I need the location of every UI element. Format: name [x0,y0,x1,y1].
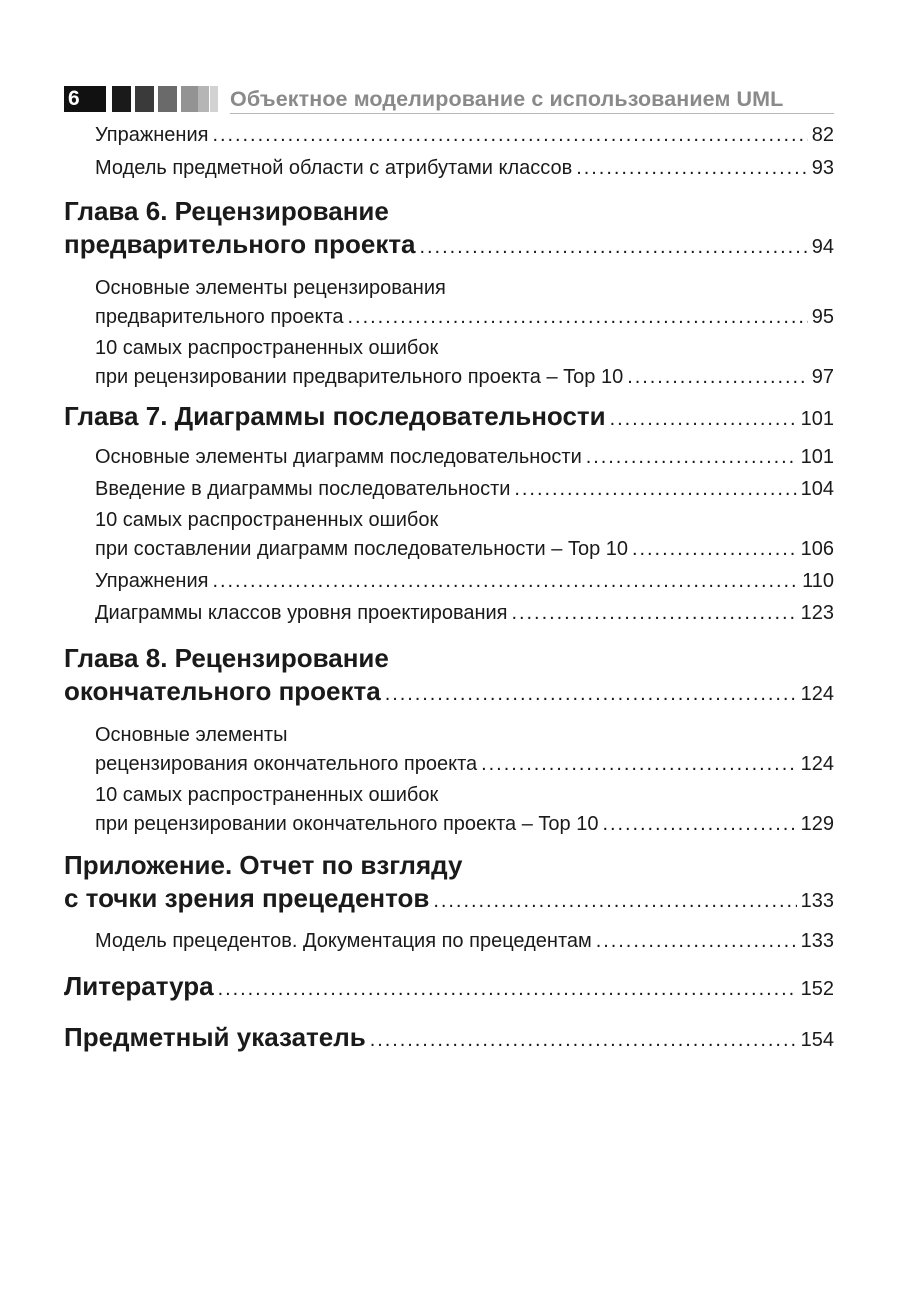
chapter-heading: Глава 7. Диаграммы последовательности . . . 101 [64,400,834,436]
header-bar-6 [210,86,218,112]
page-ref: 82 [811,124,834,146]
toc-entry: Основные элементы рецензирования предварительного проекта . . . 95 [64,274,834,332]
page-ref: 133 [800,890,834,912]
toc-entry: Модель предметной области с атрибутами классов . . . 93 [64,153,834,183]
header-bar-1 [112,86,131,112]
page-ref: 101 [800,408,834,430]
page-ref: 106 [800,538,834,560]
index-heading: Предметный указатель . . . 154 [64,1021,834,1057]
page-number: 6 [64,86,106,112]
toc-entry: Основные элементы диаграмм последовательности . . . 101 [64,442,834,472]
toc-entry: Модель прецедентов. Документация по прецедентам . . . 133 [64,926,834,956]
page-ref: 123 [800,602,834,624]
toc-entry: 10 самых распространенных ошибок при рецензировании предварительного проекта – Top 10 . . . 97 [64,334,834,392]
page-ref: 101 [800,446,834,468]
page-ref: 110 [802,570,834,592]
header-bar-5 [198,86,209,112]
running-title: Объектное моделирование с использованием UML [230,87,784,111]
page-ref: 124 [800,753,834,775]
page-header [64,86,834,112]
page-ref: 124 [800,683,834,705]
page-ref: 97 [811,366,834,388]
toc-entry: Упражнения . . . 82 [64,120,834,150]
toc-entry: Введение в диаграммы последовательности . . . 104 [64,474,834,504]
bibliography-heading: Литература . . . 152 [64,970,834,1006]
toc-entry: Упражнения . . . 110 [64,566,834,596]
header-bar-3 [158,86,177,112]
page-ref: 93 [811,157,834,179]
chapter-heading: Глава 8. Рецензирование окончательного проекта . . . 124 [64,642,834,711]
page-ref: 133 [800,930,834,952]
page-ref: 152 [800,978,834,1000]
toc-entry: 10 самых распространенных ошибок при рецензировании окончательного проекта – Top 10 . . . 129 [64,781,834,839]
page-ref: 154 [800,1029,834,1051]
appendix-heading: Приложение. Отчет по взгляду с точки зрения прецедентов . . . 133 [64,849,834,918]
toc-entry: Основные элементы рецензирования окончательного проекта . . . 124 [64,721,834,779]
table-of-contents [64,120,834,1057]
header-rule [230,113,834,114]
page-ref: 104 [800,478,834,500]
page-ref: 95 [811,306,834,328]
header-bar-2 [135,86,154,112]
page-ref: 129 [800,813,834,835]
toc-entry: 10 самых распространенных ошибок при составлении диаграмм последовательности – Top 10 . . . 106 [64,506,834,564]
chapter-heading: Глава 6. Рецензирование предварительного проекта . . . 94 [64,195,834,264]
toc-entry: Диаграммы классов уровня проектирования . . . 123 [64,598,834,628]
page-ref: 94 [811,236,834,258]
